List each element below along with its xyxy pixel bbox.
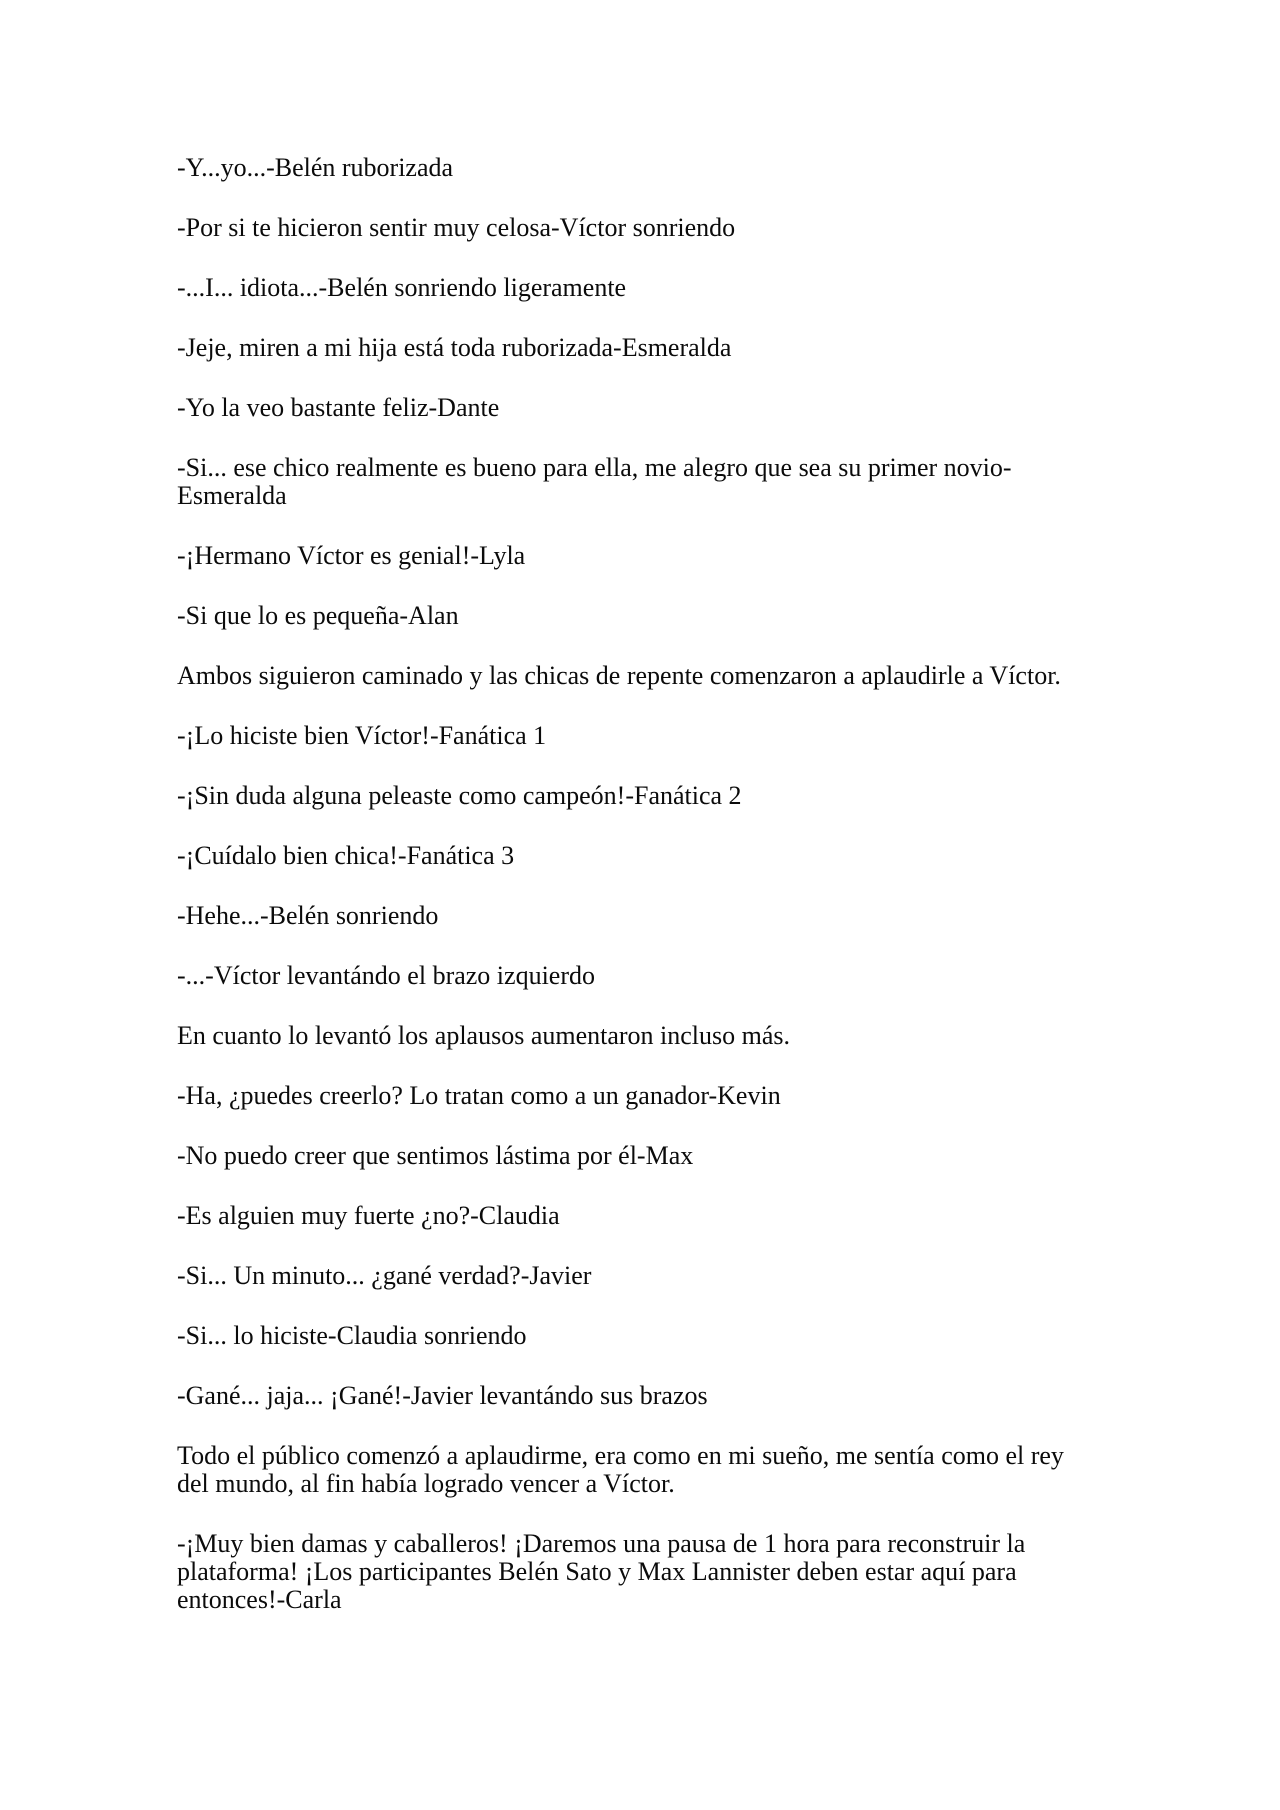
paragraph bbox=[177, 1142, 1117, 1170]
text-line: -¡Hermano Víctor es genial!-Lyla bbox=[177, 541, 526, 570]
text-line: -Si... Un minuto... ¿gané verdad?-Javier bbox=[177, 1261, 592, 1290]
text-line: -Y...yo...-Belén ruborizada bbox=[177, 153, 454, 182]
paragraph bbox=[177, 1382, 1117, 1410]
text-line: -Yo la veo bastante feliz-Dante bbox=[177, 393, 500, 422]
text-line: -Ha, ¿puedes creerlo? Lo tratan como a un ganador-Kevin bbox=[177, 1081, 781, 1110]
text-line: -¡Muy bien damas y caballeros! ¡Daremos una pausa de 1 hora para reconstruir la bbox=[177, 1529, 1026, 1558]
text-line: -Si que lo es pequeña-Alan bbox=[177, 601, 459, 630]
text-line: -Hehe...-Belén sonriendo bbox=[177, 901, 439, 930]
paragraph bbox=[177, 214, 1117, 242]
paragraph bbox=[177, 274, 1117, 302]
text-line: entonces!-Carla bbox=[177, 1585, 342, 1614]
paragraph bbox=[177, 1530, 1117, 1614]
text-line: Esmeralda bbox=[177, 481, 287, 510]
paragraph bbox=[177, 962, 1117, 990]
paragraph bbox=[177, 154, 1117, 182]
text-line: del mundo, al fin había logrado vencer a Víctor. bbox=[177, 1469, 675, 1498]
paragraph bbox=[177, 902, 1117, 930]
text-line: -¡Lo hiciste bien Víctor!-Fanática 1 bbox=[177, 721, 547, 750]
text-line: -¡Cuídalo bien chica!-Fanática 3 bbox=[177, 841, 515, 870]
paragraph bbox=[177, 602, 1117, 630]
text-line: plataforma! ¡Los participantes Belén Sato y Max Lannister deben estar aquí para bbox=[177, 1557, 1017, 1586]
paragraph bbox=[177, 662, 1117, 690]
paragraph bbox=[177, 394, 1117, 422]
paragraph bbox=[177, 1262, 1117, 1290]
paragraph bbox=[177, 722, 1117, 750]
paragraph bbox=[177, 1322, 1117, 1350]
text-line: Todo el público comenzó a aplaudirme, era como en mi sueño, me sentía como el rey bbox=[177, 1441, 1064, 1470]
paragraph bbox=[177, 334, 1117, 362]
paragraph bbox=[177, 782, 1117, 810]
paragraph bbox=[177, 1202, 1117, 1230]
text-line: -Si... lo hiciste-Claudia sonriendo bbox=[177, 1321, 527, 1350]
paragraph bbox=[177, 542, 1117, 570]
text-line: -Si... ese chico realmente es bueno para ella, me alegro que sea su primer novio- bbox=[177, 453, 1012, 482]
paragraph bbox=[177, 1082, 1117, 1110]
paragraph bbox=[177, 454, 1117, 510]
text-line: -Gané... jaja... ¡Gané!-Javier levantándo sus brazos bbox=[177, 1381, 708, 1410]
text-line: -No puedo creer que sentimos lástima por él-Max bbox=[177, 1141, 694, 1170]
text-line: -Por si te hicieron sentir muy celosa-Víctor sonriendo bbox=[177, 213, 736, 242]
document-content bbox=[177, 154, 1117, 1646]
text-line: En cuanto lo levantó los aplausos aumentaron incluso más. bbox=[177, 1021, 791, 1050]
text-line: -Jeje, miren a mi hija está toda ruborizada-Esmeralda bbox=[177, 333, 732, 362]
text-line: -¡Sin duda alguna peleaste como campeón!-Fanática 2 bbox=[177, 781, 742, 810]
paragraph bbox=[177, 1442, 1117, 1498]
paragraph bbox=[177, 842, 1117, 870]
text-line: -...-Víctor levantándo el brazo izquierdo bbox=[177, 961, 595, 990]
text-line: -Es alguien muy fuerte ¿no?-Claudia bbox=[177, 1201, 560, 1230]
text-line: Ambos siguieron caminado y las chicas de repente comenzaron a aplaudirle a Víctor. bbox=[177, 661, 1061, 690]
text-line: -...I... idiota...-Belén sonriendo ligeramente bbox=[177, 273, 627, 302]
paragraph bbox=[177, 1022, 1117, 1050]
